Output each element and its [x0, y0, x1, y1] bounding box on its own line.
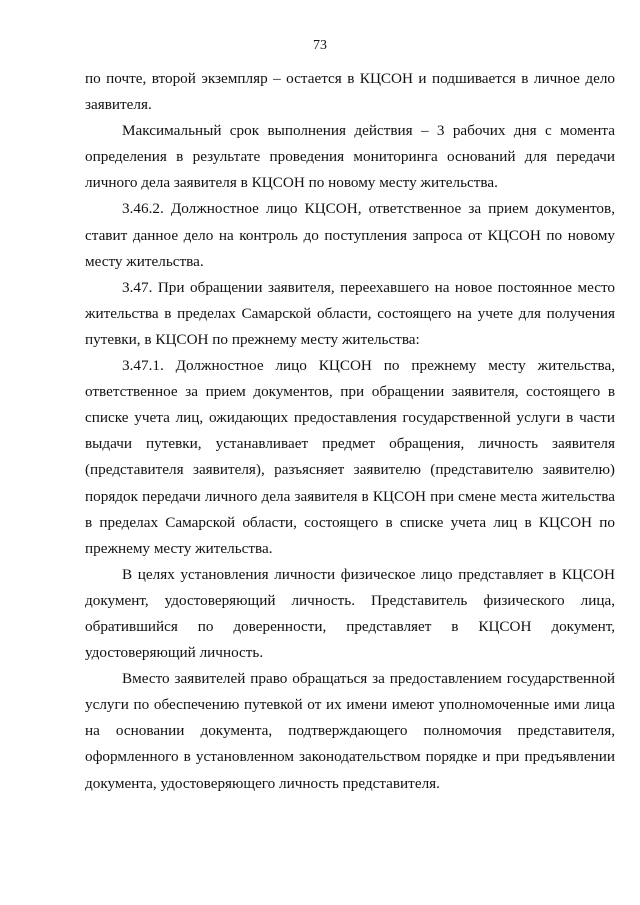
paragraph-3-46-2: 3.46.2. Должностное лицо КЦСОН, ответственное за прием документов, ставит данное дело на контроль до поступления запроса от КЦСОН по новому месту жительства. — [85, 200, 615, 270]
paragraph-max-term: Максимальный срок выполнения действия – 3 рабочих дня с момента определения в результате проведения мониторинга оснований для передачи личного дела заявителя в КЦСОН по новому месту жительства. — [85, 122, 615, 192]
paragraph-3-47: 3.47. При обращении заявителя, переехавшего на новое постоянное место жительства в пределах Самарской области, состоящего на учете для получения путевки, в КЦСОН по прежнему месту жительства: — [85, 278, 615, 348]
page-number: 73 — [313, 38, 327, 53]
paragraph-continuation: по почте, второй экземпляр – остается в КЦСОН и подшивается в личное дело заявителя. — [85, 70, 615, 114]
paragraph-representatives: Вместо заявителей право обращаться за предоставлением государственной услуги по обеспечению путевкой от их имени имеют уполномоченные ими лица на основании документа, подтверждающего полномочия представителя, оформленного в установленном законодательством порядке и при предъявлении документа, удостоверяющего личность представителя. — [85, 670, 615, 792]
body-text — [85, 66, 615, 797]
paragraph-3-47-1: 3.47.1. Должностное лицо КЦСОН по прежнему месту жительства, ответственное за прием документов, при обращении заявителя, состоящего в списке учета лиц, ожидающих предоставления государственной услуги в части выдачи путевки, устанавливает предмет обращения, личность заявителя (представителя заявителя), разъясняет заявителю (представителю заявителю) порядок передачи личного дела заявителя в КЦСОН при смене места жительства в пределах Самарской области, состоящего в списке учета лиц в КЦСОН по прежнему месту жительства. — [85, 357, 615, 557]
paragraph-identity: В целях установления личности физическое лицо представляет в КЦСОН документ, удостоверяющий личность. Представитель физического лица, обратившийся по доверенности, представляет в КЦСОН документ, удостоверяющий личность. — [85, 565, 615, 662]
